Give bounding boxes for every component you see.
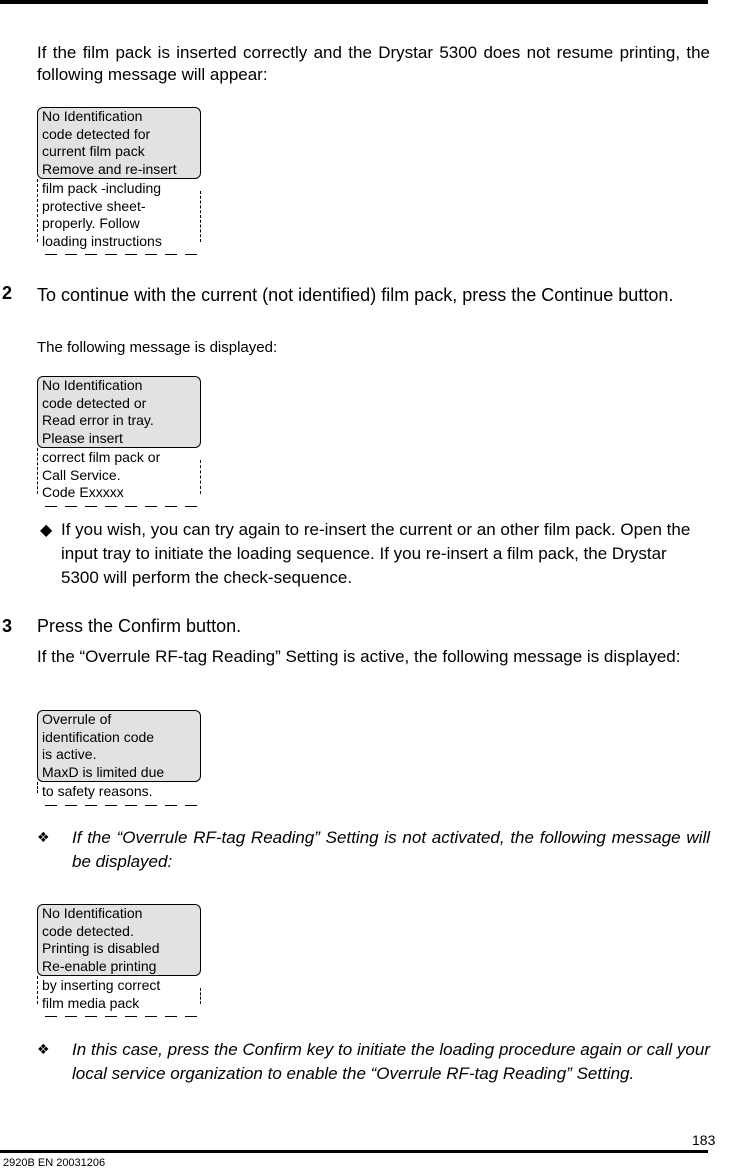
step-subtext: The following message is displayed: bbox=[37, 339, 278, 356]
message-box-printing-disabled bbox=[37, 904, 201, 1017]
message-box-read-error bbox=[37, 376, 201, 507]
note-text: If the “Overrule RF-tag Reading” Setting is not activated, the following message will be displayed: bbox=[72, 828, 710, 871]
document-id: 2920B EN 20031206 bbox=[3, 1157, 106, 1169]
message-box-dashed-edge bbox=[37, 1016, 201, 1017]
intro-paragraph: If the film pack is inserted correctly and the Drystar 5300 does not resume printing, the following message will appear: bbox=[37, 43, 710, 84]
diamond-bullet-icon: ◆ bbox=[40, 522, 53, 539]
bullet-text: If you wish, you can try again to re-insert the current or an other film pack. Open the input tray to initiate the loading sequence. If you re-insert a film pack, the Drystar 5300 will perform the check-sequence. bbox=[61, 520, 691, 587]
top-rule bbox=[0, 0, 708, 4]
message-box-film-pack bbox=[37, 107, 201, 255]
message-box-body: correct film pack or Call Service. Code Exxxxx bbox=[37, 448, 201, 502]
message-box-body: by inserting correct film media pack bbox=[37, 976, 201, 1012]
message-box-body: to safety reasons. bbox=[37, 782, 201, 801]
step-text: Press the Confirm button. bbox=[37, 616, 242, 636]
four-petal-bullet-icon: ❖ bbox=[37, 1041, 50, 1057]
note-text: In this case, press the Confirm key to initiate the loading procedure again or call your local service organization to enable the “Overrule RF-tag Reading” Setting. bbox=[72, 1040, 710, 1083]
message-box-header: No Identification code detected. Printing is disabled Re-enable printing bbox=[37, 904, 201, 976]
message-box-header: Overrule of identification code is active. MaxD is limited due bbox=[37, 710, 201, 782]
message-box-dashed-edge bbox=[37, 254, 201, 255]
step-subtext: If the “Overrule RF-tag Reading” Setting is active, the following message is displayed: bbox=[37, 647, 681, 666]
step-number: 2 bbox=[2, 283, 13, 303]
message-box-header: No Identification code detected for current film pack Remove and re-insert bbox=[37, 107, 201, 179]
bottom-rule bbox=[0, 1150, 708, 1153]
message-box-body: film pack -including protective sheet- properly. Follow loading instructions bbox=[37, 179, 201, 250]
page-number: 183 bbox=[692, 1132, 716, 1148]
message-box-dashed-edge bbox=[37, 506, 201, 507]
message-box-header: No Identification code detected or Read error in tray. Please insert bbox=[37, 376, 201, 448]
message-box-dashed-edge bbox=[37, 805, 201, 806]
message-box-overrule bbox=[37, 710, 201, 806]
four-petal-bullet-icon: ❖ bbox=[37, 829, 50, 845]
step-text: To continue with the current (not identified) film pack, press the Continue button. bbox=[37, 285, 674, 305]
step-number: 3 bbox=[2, 616, 13, 636]
